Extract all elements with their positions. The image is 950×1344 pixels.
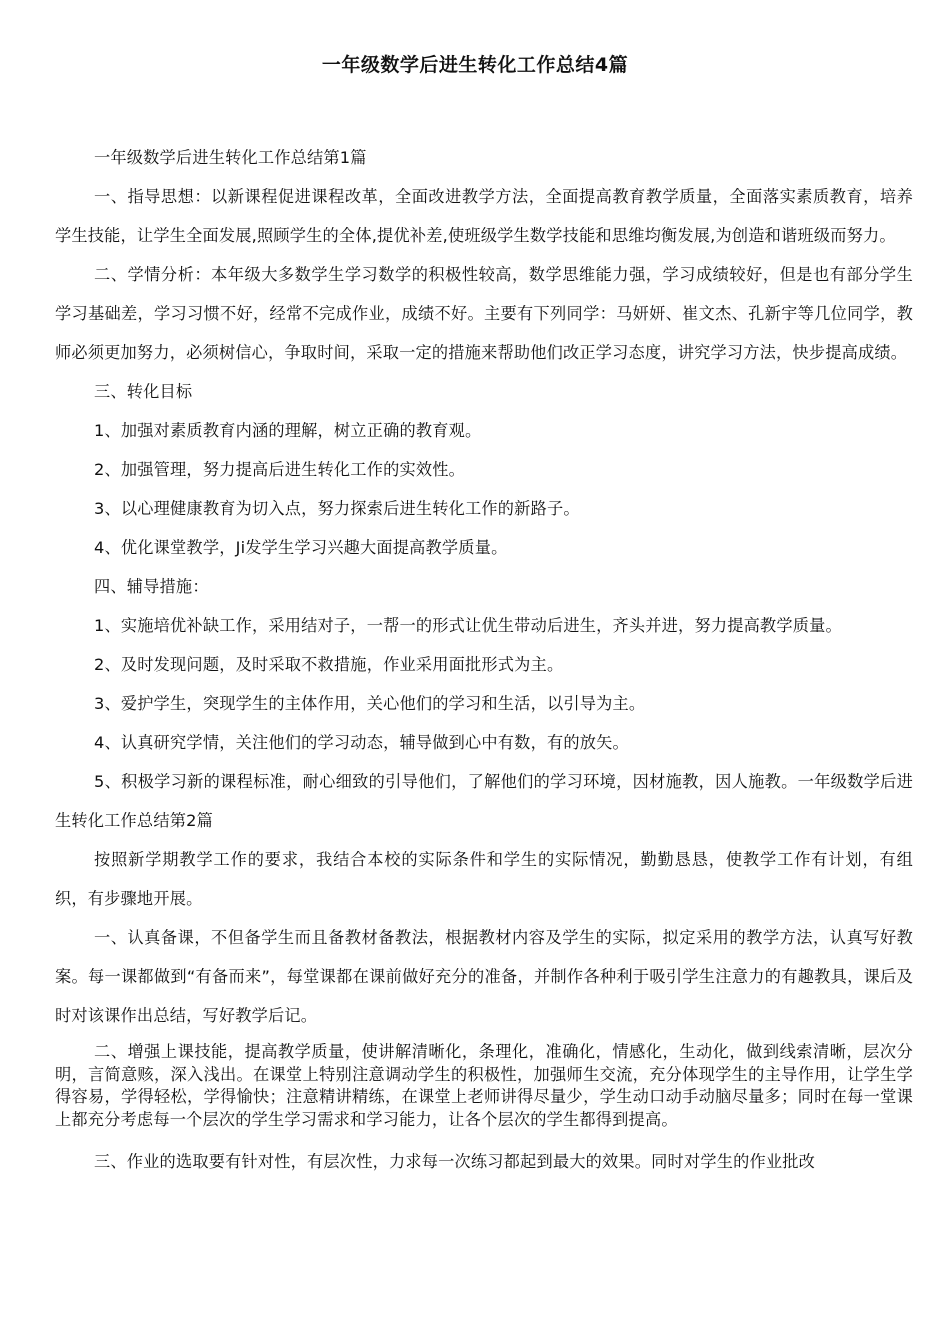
list-item-measure-4: 4、认真研究学情，关注他们的学习动态，辅导做到心中有数，有的放矢。 (94, 733, 629, 752)
document-title: 一年级数学后进生转化工作总结4篇 (321, 54, 629, 76)
paragraph-lesson-prep: 一、认真备课，不但备学生而且备教材备教法，根据教材内容及学生的实际，拟定采用的教学方法，认真写好教案。每一课都做到“有备而来”，每堂课都在课前做好充分的准备，并制作各种利于吸引学生注意力的有趣教具，课后及时对该课作出总结，写好教学后记。 (55, 928, 913, 1025)
paragraph-intro-2: 按照新学期教学工作的要求，我结合本校的实际条件和学生的实际情况，勤勤恳恳，使教学工作有计划，有组织，有步骤地开展。 (55, 850, 913, 908)
list-item-measure-5: 5、积极学习新的课程标准，耐心细致的引导他们，了解他们的学习环境，因材施教，因人施教。一年级数学后进生转化工作总结第2篇 (55, 772, 913, 830)
list-item-goal-1: 1、加强对素质教育内涵的理解，树立正确的教育观。 (94, 421, 482, 440)
list-item-goal-3: 3、以心理健康教育为切入点，努力探索后进生转化工作的新路子。 (94, 499, 580, 518)
document-body (55, 138, 913, 1181)
paragraph-situation-analysis: 二、学情分析：本年级大多数学生学习数学的积极性较高，数学思维能力强，学习成绩较好，但是也有部分学生学习基础差，学习习惯不好，经常不完成作业，成绩不好。主要有下列同学：马妍妍、崔文杰、孔新宇等几位同学，教师必须更加努力，必须树信心，争取时间，采取一定的措施来帮助他们改正学习态度，讲究学习方法，快步提高成绩。 (55, 265, 913, 362)
section-heading-1: 一年级数学后进生转化工作总结第1篇 (94, 148, 367, 167)
list-item-measure-3: 3、爱护学生，突现学生的主体作用，关心他们的学习和生活，以引导为主。 (94, 694, 646, 713)
paragraph-teaching-skill: 二、增强上课技能，提高教学质量，使讲解清晰化，条理化，准确化，情感化，生动化，做到线索清晰，层次分明，言简意赅，深入浅出。在课堂上特别注意调动学生的积极性，加强师生交流，充分体现学生的主导作用，让学生学得容易，学得轻松，学得愉快；注意精讲精练，在课堂上老师讲得尽量少，学生动口动手动脑尽量多；同时在每一堂课上都充分考虑每一个层次的学生学习需求和学习能力，让各个层次的学生都得到提高。 (55, 1042, 913, 1129)
list-item-measure-1: 1、实施培优补缺工作，采用结对子，一帮一的形式让优生带动后进生，齐头并进，努力提高教学质量。 (94, 616, 842, 635)
paragraph-goals-heading: 三、转化目标 (94, 382, 193, 401)
list-item-goal-4: 4、优化课堂教学，Ji发学生学习兴趣大面提高教学质量。 (94, 538, 508, 557)
paragraph-guiding-thought: 一、指导思想：以新课程促进课程改革，全面改进教学方法，全面提高教育教学质量，全面落实素质教育，培养学生技能，让学生全面发展,照顾学生的全体,提优补差,使班级学生数学技能和思维均衡发展,为创造和谐班级而努力。 (55, 187, 913, 245)
list-item-goal-2: 2、加强管理，努力提高后进生转化工作的实效性。 (94, 460, 466, 479)
list-item-measure-2: 2、及时发现问题，及时采取不救措施，作业采用面批形式为主。 (94, 655, 564, 674)
paragraph-homework: 三、作业的选取要有针对性，有层次性，力求每一次练习都起到最大的效果。同时对学生的作业批改 (94, 1152, 816, 1171)
paragraph-measures-heading: 四、辅导措施： (94, 577, 209, 596)
